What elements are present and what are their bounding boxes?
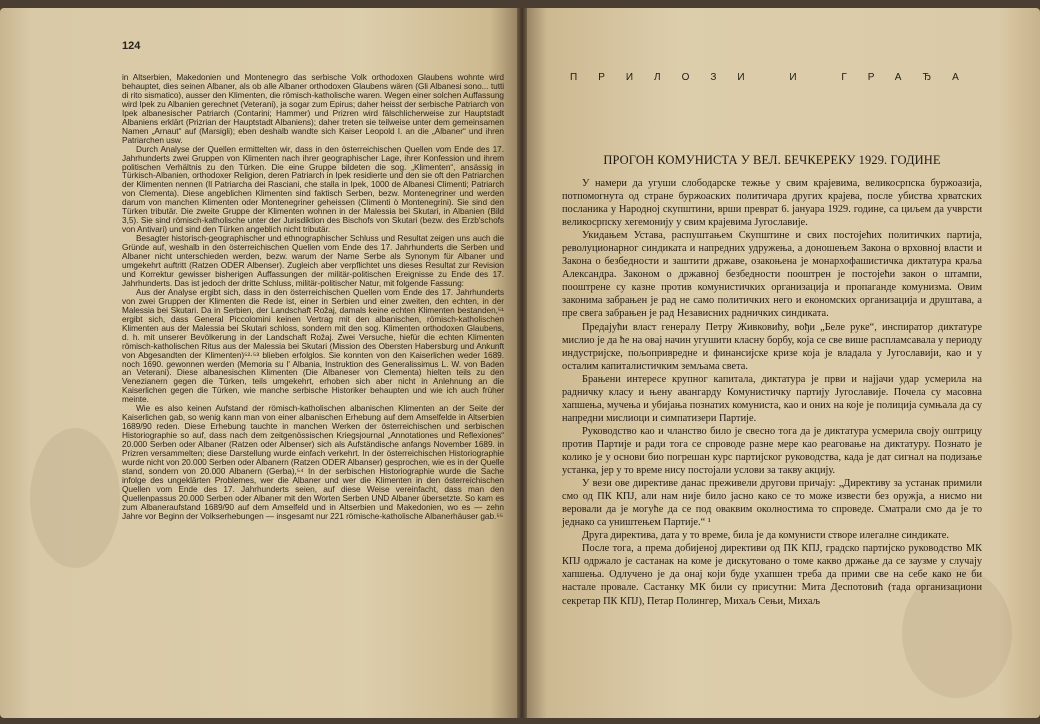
paragraph: Предајући власт генералу Петру Живковићу, вођи „Беле руке“, инспиратор диктатуре мислио је да ће на овај начин угушити класну борбу, која се све више распламсавала у периоду индустријске, пољопривредне и финансијске кризе која је владала у Југославији, као и у осталим капиталистичким земљама света. [562, 321, 982, 372]
page-number: 124 [122, 40, 141, 52]
paragraph: in Altserbien, Makedonien und Montenegro das serbische Volk orthodoxen Glaubens wohnte wird behauptet, dies seinen Albaner, als ob alle Albaner orthodoxen Glaubens wären (Gli Albanesi sono... tutti di rito sismatico), ausser den Klimenten, die römisch-katholische waren. Wegen einer solchen Auffassung wird Ipek zu Albanien gerechnet (Veterani), ja sogar zum Epirus; daher heisst der serbische Patriarch von Ipek albanesischer Patriarch (Contarini; Hammer) und Prizren wird fälschlicherweise zur Hauptstadt Albaniens erklärt (Prizrian der Hauptstadt Albaniens); daher treten sie teilweise unter dem gemeinsamen Namen „Arnaut“ auf (Marsigli); eben deshalb wandte sich Kaiser Leopold I. an die „Albaner“ und ihren Patriarchen usw. [122, 72, 504, 145]
page-stain [30, 428, 120, 568]
paragraph: После тога, а према добијеној директиви од ПК КПЈ, градско партијско руководство МК КПЈ одржало је састанак на коме је дискутовано о томе какво држање да се заузме у случају хапшења. Одлучено је да онај који буде ухапшен треба да прими све на себе како не би настале провале. Састанку МК били су присутни: Мита Деспотовић (тада организациони секретар ПК КПЈ), Петар Полингер, Михаљ Сењи, Михаљ [562, 543, 982, 607]
paragraph: Укидањем Устава, распуштањем Скупштине и свих постојећих политичких партија, револуционарног синдиката и напредних удружења, а доношењем Закона о врховној власти и Закона о безбедности и заштити државе, озакоњена је монархофашистичка диктатура краља Александра. Законом о државној безбедности пооштрен је постојећи закон о штампи, пооштрене су казне против комунистичких организација и пропаганде комунизма. Овим законима забрањен је рад не само политичких него и економских организација и друштава, а пре свега забрањен је рад Независних радничких синдиката. [562, 230, 982, 320]
paragraph: Друга директива, дата у то време, била је да комунисти створе илегалне синдикате. [582, 530, 949, 542]
paragraph: Durch Analyse der Quellen ermittelten wir, dass in den österreichischen Quellen vom Ende des 17. Jahrhunderts zwei Gruppen von Klimenten nach ihrer geographischer Lage, ihrer Konfession und ihrem politischen Verhältnis zu den Türken. Die eine Gruppe bildeten die sog. „Klimenten“, ansässig in Türkisch-Albanien, orthodoxer Religion, deren Patriarch in Ipek residierte und den sie oft den Patriarchen der Klimenten nennen (Il Patriarcha dei Rasciani, che stalla in Ipek, 1000 de Albanesi Climenti; Patriarch von Clementa). Diese angeblichen Klimenten sind faktisch Serben, bezw. Montenegriner und werden darum von manchen Klimenten oder Montenegriner geheissen (Climenti ò Montenegrini). Sie sind den Türken tributär. Die zweite Gruppe der Klimenten wohnen in der Malessia bei Skutari, in Albanien (Bild 3,5). Sie sind römisch-katholische unter der Jurisdiktion des Bischofs von Skutari (bezw. des Erzb'schofs von Antivari) und sind den Türken angeblich nicht tributär. [122, 143, 504, 235]
paragraph: Руководство као и чланство било је свесно тога да је диктатура усмерила своју оштрицу против Партије и ради тога се спроводе разне мере као реаговање на диктатуру. Познато је колико је у основи био погрешан курс партијског руководства, када је дат сигнал на подизање устанка, јер у то време нису постојали услови за такву акцију. [562, 425, 982, 477]
paragraph: Besagter historisch-geographischer und ethnographischer Schluss und Resultat zeigen uns auch die Gründe auf, weshalb in den österreichischen Quellen vom Ende des 17. Jahrhunderts die Serben und Albaner nicht unterschieden werden, bezw. warum der Name Serbe als Synonym für Albaner und umgekehrt auftritt (Ratzen ODER Albenser). Zugleich aber verpflichtet uns dieses Resultat zur Revision und Korrektur gewisser bisherigen Auffassungen der militär-politischen Ereignisse zu Ende des 17. Jahrhunderts. Das ist jedoch der dritte Schluss, militär-politischer Natur, mit folgende Fassung: [122, 233, 504, 288]
paragraph: У вези ове директиве данас преживели другови причају: „Директиву за устанак примили смо од ПК КПЈ, али нам није било јасно како се то може извести без оружја, а нисмо ни веровали да је могуће да се под оваквим околностима то спроведе. Сматрали смо да је то једнако са уништењем Партије.“ ¹ [562, 478, 982, 529]
paragraph: У намери да угуши слободарске тежње у свим крајевима, великосрпска буржоазија, потпомогнута од стране буржоаских политичара других крајева, после убиства хрватских посланика у Народној скупштини, врши преврат 6. јануара 1929. године, са циљем да учврсти великосрпску хегемонију у свим крајевима Југославије. [562, 178, 982, 229]
article-title: ПРОГОН КОМУНИСТА У ВЕЛ. БЕЧКЕРЕКУ 1929. ГОДИНЕ [603, 153, 941, 167]
section-header: ПРИЛОЗИ И ГРАЂА [570, 72, 980, 83]
paragraph: Брањени интересе крупног капитала, диктатура је први и најјачи удар усмерила на радничку класу и њену авангарду Комунистичку партију Југославије. Почела су масовна хапшења, мучења и убијања познатих комуниста, као и оних на које је полиција сумњала да су напредни мислиоци и симпатизери Партије. [562, 373, 982, 424]
left-page-text [122, 40, 504, 521]
paragraph: Wie es also keinen Aufstand der römisch-katholischen albanischen Klimenten an der Seite der Kaiserlichen gab, so wenig kann man von einer albanischen Erhebung auf dem Amselfelde in Altserbien 1689/90 reden. Diese Erhebung tauchte in manchen Werken der österreichischen und serbischen Historiographie so auf, dass nach dem zeitgenössischen Kriegsjournal „Annotationes und Reflexiones“ 20.000 Serben oder Albaner (Ratzen oder Albenser) sich als Aufständische anfangs November 1689. in Prizren versammelten; diese Darstellung wurde einfach verkehrt. In der österreichischen Historiographie wurde nicht von 20.000 Serben oder Albanern (Ratzen ODER Albanser) gesprochen, wie es in der Quelle stand, sondern von 20.000 Albanern (Gerba),⁵⁴ In der serbischen Historiographie wurde die Sache infolge des ungeklärten Problemes, wer die Albaner und wer die Klimenten in den österreichischen Quellen vom Ende des 17. Jahrhunderts seien, auf diese Weise vereinfacht, dass man den Quellenpassus 20.000 Serben oder Albaner mit den Worten Serben UND Albaner übersetzte. So kam es zum Albaneraufstand 1689/90 auf dem Amselfeld und in Altserbien und Makedonien, wo es — zehn Jahre vor Beginn der Volkserhebungen — insgesamt nur 221 römische-katholische Albanerhäuser gab.⁵⁵ [122, 403, 505, 521]
book-gutter [517, 8, 527, 718]
right-page-text [562, 72, 982, 608]
paragraph: Aus der Analyse ergibt sich, dass in den österreichischen Quellen vom Ende des 17. Jahrhunderts von zwei Gruppen der Klimenten die Rede ist, einer in Serbien und einer zweiten, den echten, in der Malessia bei Skutari. Da in Serbien, der Landschaft Rožaj, damals keine echten Klimenten bestanden,⁵¹ ergibt sich, dass General Piccolomini keinen Vertrag mit den albanischen, römisch-katholischen Klimenten aus der Malessia bei Skutari schloss, sondern mit den sog. Klimenten orthodoxen Glaubens, d. h. mit unserer Bevölkerung in der Landschaft Rožaj. Zwei Versuche, hiefür die echten Klimenten römisch-katholischen Ritus aus der Malessia bei Skutari (Mission des Obersten Habersburg und Ankunft von Abgesandten der Klimenten)⁵²·⁵³ blieben erfolglos. Sie konnten von den Kaiserlichen weder 1689. noch 1690. gewonnen werden (Memoria su l' Albania, Instruktion des Generalissimus L. W. von Baden an Veterani). Diese albanesischen Klimenten (Die Albaneser von Clementa) hielten teils zu den Venezianern gegen die Türken, teils umgekehrt, erhoben sich aber nicht in Anlehnung an die Kaiserlichen gegen die Türken, wie manche serbische Historiker behaupten und wie ich auch früher meinte. [122, 286, 504, 405]
